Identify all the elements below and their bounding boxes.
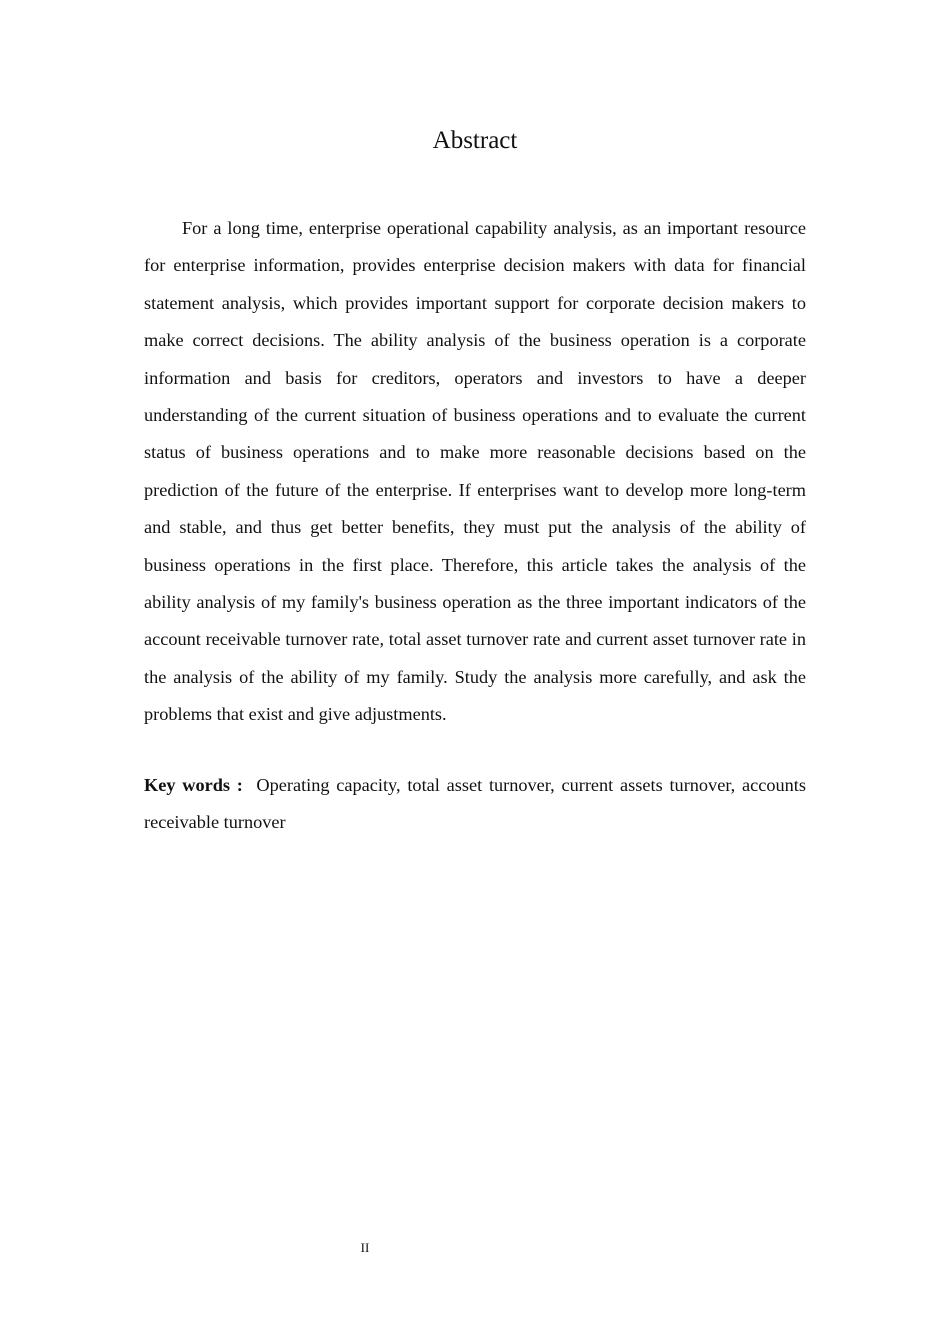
keywords-label: Key words : <box>144 775 250 795</box>
page-number: II <box>360 1240 370 1255</box>
keywords-text: Operating capacity, total asset turnover, current assets turnover, accounts receivable turnover <box>144 775 806 833</box>
abstract-title: Abstract <box>432 127 518 154</box>
abstract-paragraph: For a long time, enterprise operational capability analysis, as an important resource for enterprise information, provides enterprise decision makers with data for financial statement analysis, which provides important support for corporate decision makers to make correct decisions. The ability analysis of the business operation is a corporate information and basis for creditors, operators and investors to have a deeper understanding of the current situation of business operations and to evaluate the current status of business operations and to make more reasonable decisions based on the prediction of the future of the enterprise. If enterprises want to develop more long-term and stable, and thus get better benefits, they must put the analysis of the ability of business operations in the first place. Therefore, this article takes the analysis of the ability analysis of my family's business operation as the three important indicators of the account receivable turnover rate, total asset turnover rate and current asset turnover rate in the analysis of the ability of my family. Study the analysis more carefully, and ask the problems that exist and give adjustments. <box>144 218 806 725</box>
keywords-paragraph <box>144 767 806 842</box>
